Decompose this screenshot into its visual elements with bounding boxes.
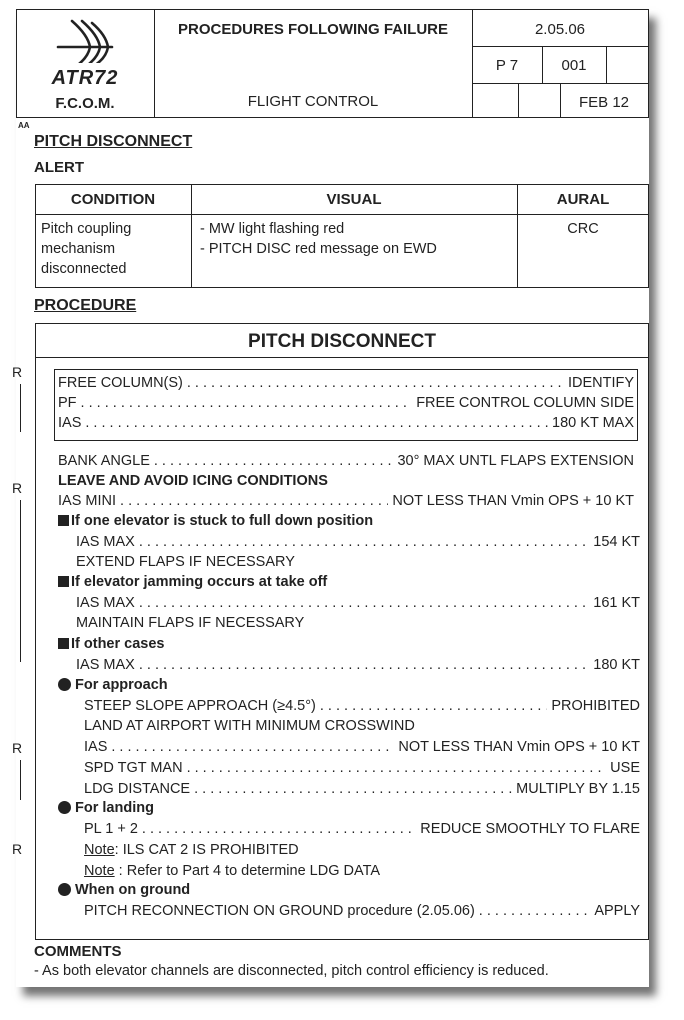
revision-mark: R bbox=[12, 480, 23, 496]
alert-label: ALERT bbox=[34, 159, 84, 176]
section-title: PITCH DISCONNECT bbox=[34, 133, 193, 150]
doc-reference: 2.05.06 bbox=[534, 21, 586, 38]
condition-line: mechanism bbox=[41, 241, 116, 257]
case-heading: If elevator jamming occurs at take off bbox=[58, 574, 327, 590]
logo-subtitle: F.C.O.M. bbox=[55, 95, 115, 112]
revision-bar bbox=[20, 760, 21, 800]
small-code: AA bbox=[18, 121, 30, 130]
sequence-number: 001 bbox=[561, 57, 587, 74]
checklist-item-pf: PF . . . FREE CONTROL COLUMN SIDE bbox=[58, 395, 634, 411]
revision-mark: R bbox=[12, 364, 23, 380]
column-condition: CONDITION bbox=[70, 191, 156, 208]
condition-line: disconnected bbox=[41, 261, 127, 277]
phase-heading-approach: For approach bbox=[58, 677, 168, 693]
revision-mark: R bbox=[12, 740, 23, 756]
visual-line: - MW light flashing red bbox=[200, 221, 345, 237]
checklist-item-free-columns: FREE COLUMN(S) . . . IDENTIFY bbox=[58, 375, 634, 391]
note-ldg-data: Note : Refer to Part 4 to determine LDG DATA bbox=[84, 863, 381, 879]
condition-line: Pitch coupling bbox=[41, 221, 132, 237]
fcom-page bbox=[16, 9, 649, 987]
visual-line: - PITCH DISC red message on EWD bbox=[200, 241, 437, 257]
round-bullet-icon bbox=[58, 678, 71, 691]
header-grid-line bbox=[518, 83, 519, 117]
checklist-item-ias: IAS . . . 180 KT MAX bbox=[58, 415, 634, 431]
case-heading: If other cases bbox=[58, 636, 165, 652]
checklist-item-pitch-reconnection: PITCH RECONNECTION ON GROUND procedure (2.05.06) . . . APPLY bbox=[84, 903, 640, 919]
header-subtitle: FLIGHT CONTROL bbox=[247, 93, 379, 110]
comments-label: COMMENTS bbox=[34, 943, 122, 960]
header-title: PROCEDURES FOLLOWING FAILURE bbox=[178, 21, 448, 38]
checklist-item-power-levers: PL 1 + 2 . . . REDUCE SMOOTHLY TO FLARE bbox=[84, 821, 640, 837]
round-bullet-icon bbox=[58, 801, 71, 814]
column-aural: AURAL bbox=[556, 191, 610, 208]
checklist-item-ldg-distance: LDG DISTANCE . . . MULTIPLY BY 1.15 bbox=[84, 781, 640, 797]
procedure-title-line bbox=[35, 357, 649, 358]
header-bottom-border bbox=[16, 117, 649, 118]
square-bullet-icon bbox=[58, 515, 69, 526]
alert-table-header-line bbox=[35, 214, 649, 215]
header-left-border bbox=[16, 9, 17, 117]
revision-bar bbox=[20, 384, 21, 432]
round-bullet-icon bbox=[58, 883, 71, 896]
checklist-item-ias-max: IAS MAX . . . 180 KT bbox=[76, 657, 640, 673]
revision-mark: R bbox=[12, 841, 23, 857]
comments-text: - As both elevator channels are disconnected, pitch control efficiency is reduced. bbox=[34, 963, 549, 979]
phase-heading-landing: For landing bbox=[58, 800, 154, 816]
revision-date: FEB 12 bbox=[578, 94, 630, 111]
checklist-item-ias-max: IAS MAX . . . 161 KT bbox=[76, 595, 640, 611]
logo-brand: ATR72 bbox=[51, 67, 119, 89]
header-top-border bbox=[16, 9, 649, 10]
square-bullet-icon bbox=[58, 576, 69, 587]
case-note: MAINTAIN FLAPS IF NECESSARY bbox=[76, 615, 305, 631]
icing-instruction: LEAVE AND AVOID ICING CONDITIONS bbox=[58, 473, 328, 489]
checklist-item-bank-angle: BANK ANGLE . . . 30° MAX UNTL FLAPS EXTENSION bbox=[58, 453, 634, 469]
note-ils: Note: ILS CAT 2 IS PROHIBITED bbox=[84, 842, 299, 858]
checklist-item-ias-max: IAS MAX . . . 154 KT bbox=[76, 534, 640, 550]
square-bullet-icon bbox=[58, 638, 69, 649]
atr-logo-icon bbox=[54, 17, 116, 63]
header-grid-line bbox=[472, 46, 648, 47]
procedure-label: PROCEDURE bbox=[34, 297, 137, 314]
procedure-title: PITCH DISCONNECT bbox=[248, 331, 436, 352]
aural-value: CRC bbox=[567, 221, 599, 237]
column-visual: VISUAL bbox=[326, 191, 382, 208]
page-number: P 7 bbox=[495, 57, 519, 74]
case-heading: If one elevator is stuck to full down position bbox=[58, 513, 373, 529]
header-grid-line bbox=[606, 46, 607, 83]
case-note: EXTEND FLAPS IF NECESSARY bbox=[76, 554, 295, 570]
crosswind-instruction: LAND AT AIRPORT WITH MINIMUM CROSSWIND bbox=[84, 718, 415, 734]
header-right-border bbox=[648, 9, 649, 117]
checklist-item-steep-slope: STEEP SLOPE APPROACH (≥4.5°) . . . PROHIBITED bbox=[84, 698, 640, 714]
phase-heading-ground: When on ground bbox=[58, 882, 190, 898]
checklist-item-ias: IAS . . . NOT LESS THAN Vmin OPS + 10 KT bbox=[84, 739, 640, 755]
revision-bar bbox=[20, 500, 21, 662]
checklist-item-spd-tgt: SPD TGT MAN . . . USE bbox=[84, 760, 640, 776]
checklist-item-ias-mini: IAS MINI . . . NOT LESS THAN Vmin OPS + 10 KT bbox=[58, 493, 634, 509]
